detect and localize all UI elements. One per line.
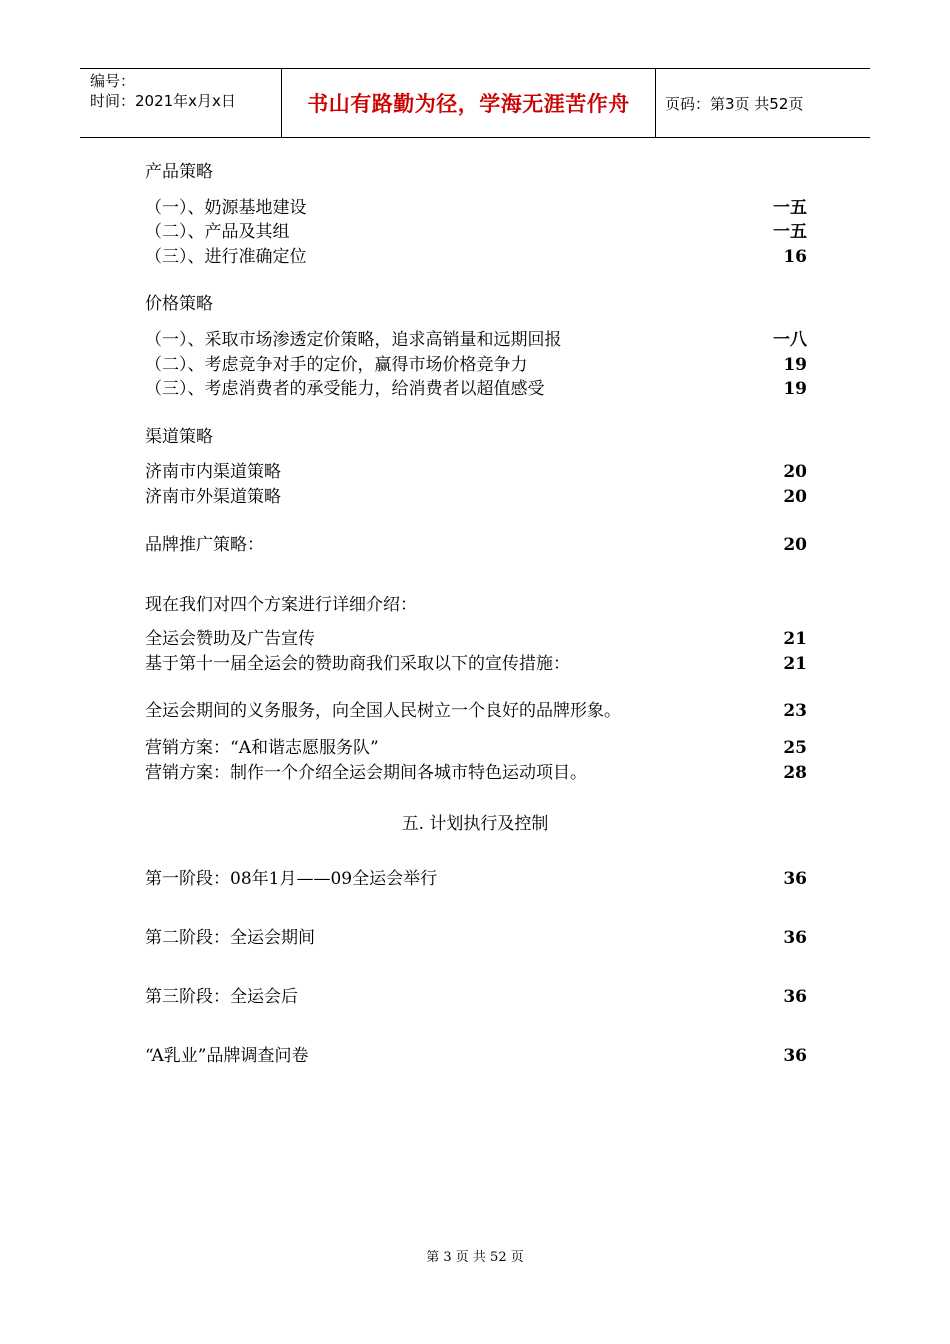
- toc-entry-text: 营销方案：制作一个介绍全运会期间各城市特色运动项目。: [145, 763, 587, 783]
- toc-entry-text: （一）、采取市场渗透定价策略，追求高销量和远期回报: [145, 330, 562, 350]
- toc-entry-page: 28: [783, 763, 807, 783]
- toc-entry-text: 品牌推广策略：: [145, 535, 264, 555]
- toc-entry-text: 产品策略: [145, 162, 213, 182]
- toc-entry-page: 36: [783, 928, 807, 948]
- toc-entry-text: 第一阶段：08年1月——09全运会举行: [145, 869, 438, 889]
- toc-entry-page: 21: [783, 654, 807, 674]
- toc-entry-text: 基于第十一届全运会的赞助商我们采取以下的宣传措施：: [145, 654, 570, 674]
- document-number-label: 编号：: [90, 72, 136, 90]
- toc-entry-page: 一五: [773, 222, 807, 242]
- page-footer: 第 3 页 共 52 页: [426, 1250, 524, 1265]
- toc-entry-page: 一八: [773, 330, 807, 350]
- toc-entry-text: 第三阶段：全运会后: [145, 987, 298, 1007]
- toc-entry-page: 一五: [773, 198, 807, 218]
- toc-entry-page: 23: [783, 701, 807, 721]
- header-page-info-cell: [655, 69, 870, 137]
- toc-entry-text: 营销方案：“A和谐志愿服务队”: [145, 738, 379, 758]
- header-motto: 书山有路勤为径，学海无涯苦作舟: [307, 92, 630, 116]
- toc-entry-page: 19: [783, 379, 807, 399]
- toc-entry-page: 21: [783, 629, 807, 649]
- toc-entry-text: 全运会赞助及广告宣传: [145, 629, 315, 649]
- toc-entry-text: 现在我们对四个方案进行详细介绍：: [145, 595, 417, 615]
- toc-entry-text: （一）、奶源基地建设: [145, 198, 307, 218]
- toc-entry-page: 25: [783, 738, 807, 758]
- page-header: [80, 68, 870, 138]
- toc-entry-text: （二）、产品及其组: [145, 222, 290, 242]
- toc-entry-text: 价格策略: [145, 294, 213, 314]
- toc-entry-text: （三）、考虑消费者的承受能力，给消费者以超值感受: [145, 379, 545, 399]
- section-heading: 五. 计划执行及控制: [401, 814, 549, 834]
- toc-entry-page: 36: [783, 1046, 807, 1066]
- toc-entry-page: 20: [783, 535, 807, 555]
- toc-entry-text: 全运会期间的义务服务，向全国人民树立一个良好的品牌形象。: [145, 701, 621, 721]
- toc-entry-text: （二）、考虑竞争对手的定价，赢得市场价格竞争力: [145, 355, 528, 375]
- toc-entry-page: 20: [783, 487, 807, 507]
- toc-entry-text: （三）、进行准确定位: [145, 247, 307, 267]
- toc-entry-text: 济南市内渠道策略: [145, 462, 281, 482]
- toc-entry-text: “A乳业”品牌调查问卷: [145, 1046, 309, 1066]
- toc-entry-text: 第二阶段：全运会期间: [145, 928, 315, 948]
- header-motto-cell: [281, 69, 656, 137]
- toc-entry-page: 20: [783, 462, 807, 482]
- toc-entry-page: 16: [783, 247, 807, 267]
- document-time-label: 时间：2021年x月x日: [90, 92, 236, 110]
- toc-entry-page: 19: [783, 355, 807, 375]
- header-page-info: 页码：第3页 共52页: [665, 94, 804, 113]
- header-left-cell: [80, 69, 280, 137]
- toc-entry-page: 36: [783, 869, 807, 889]
- toc-entry-text: 渠道策略: [145, 427, 213, 447]
- toc-entry-page: 36: [783, 987, 807, 1007]
- toc-entry-text: 济南市外渠道策略: [145, 487, 281, 507]
